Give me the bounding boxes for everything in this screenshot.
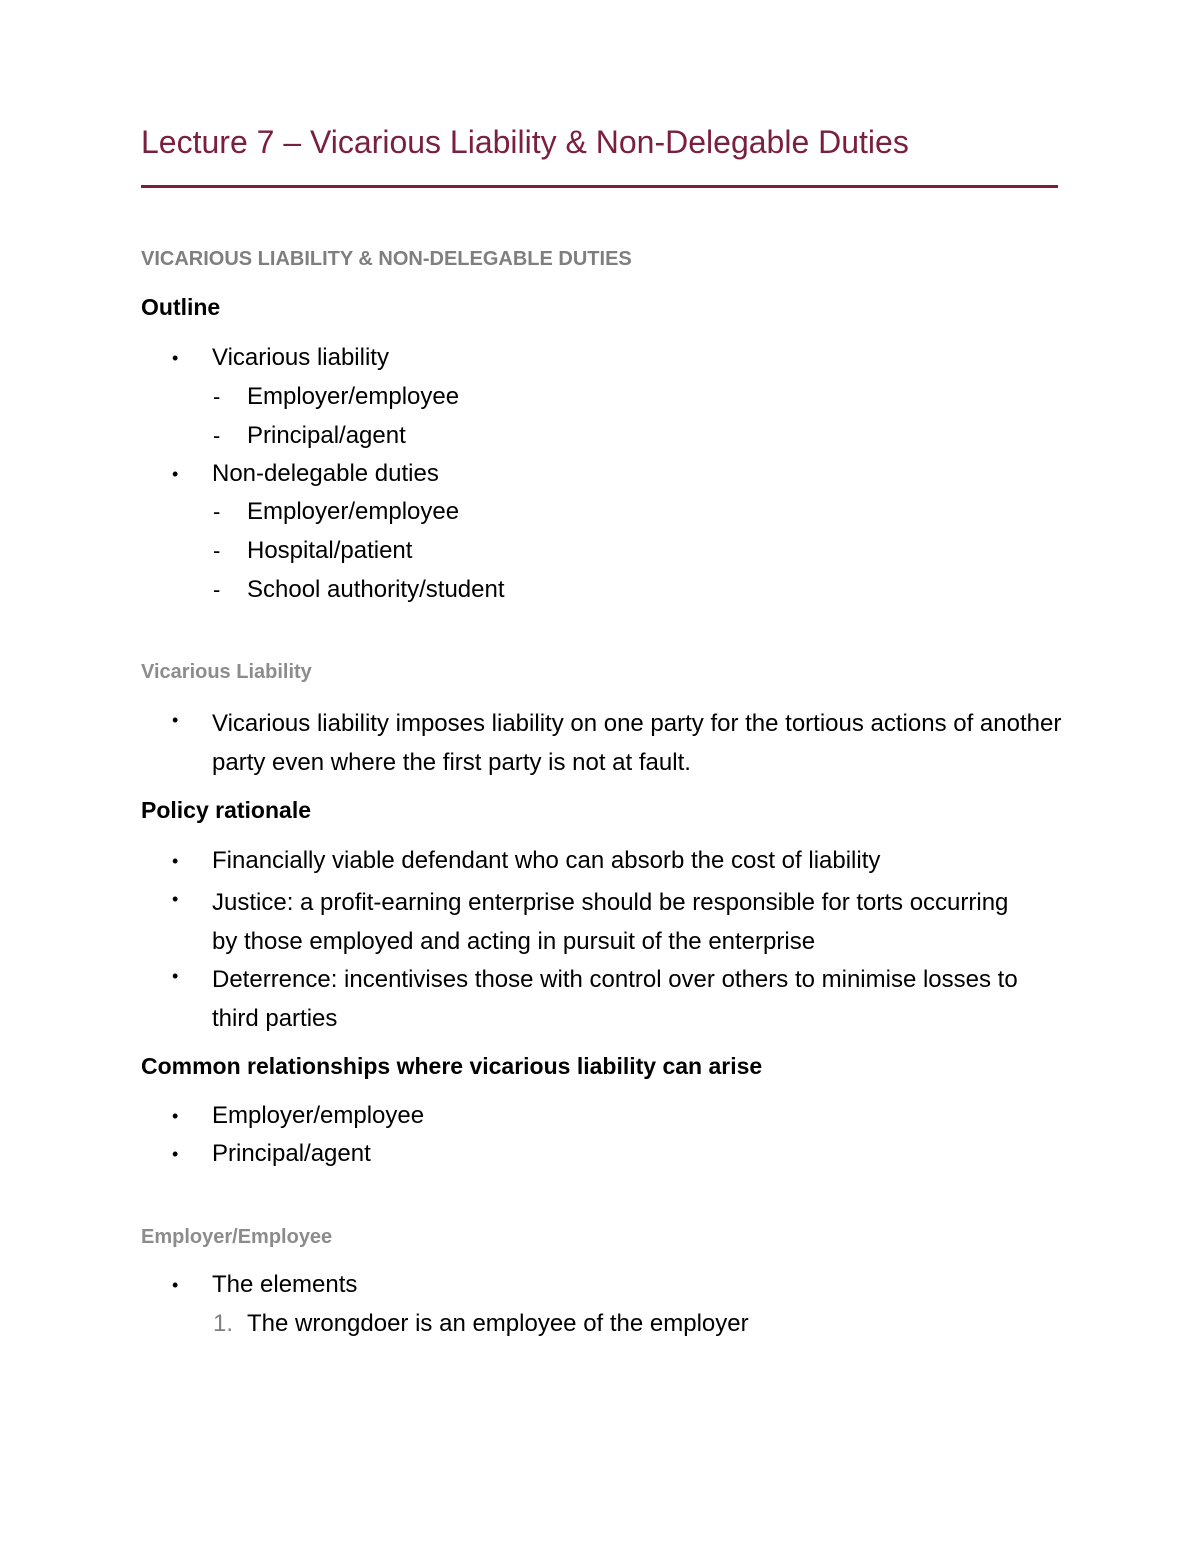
policy-rationale-heading: Policy rationale (141, 797, 312, 823)
bullet-icon: • (172, 1275, 179, 1295)
outline-subitem-label: Principal/agent (247, 422, 406, 449)
elements-item (172, 1269, 358, 1301)
elements-item-text: The elements (212, 1271, 358, 1298)
bullet-icon: • (172, 710, 179, 730)
bullet-icon: • (172, 348, 179, 368)
common-relationships-heading: Common relationships where vicarious liability can arise (141, 1053, 763, 1079)
bullet-icon: • (172, 464, 179, 484)
outline-subitem (213, 574, 505, 606)
dash-icon: - (213, 577, 221, 602)
outline-item-label: Non-delegable duties (212, 460, 439, 487)
vicarious-liability-heading: Vicarious Liability (141, 661, 312, 683)
dash-icon: - (213, 423, 221, 448)
outline-subitem-label: Employer/employee (247, 383, 460, 410)
outline-subitem-label: Hospital/patient (247, 537, 413, 564)
dash-icon: - (213, 384, 221, 409)
policy-item (172, 960, 1027, 1038)
employer-employee-heading: Employer/Employee (141, 1226, 333, 1248)
numbered-item (213, 1308, 749, 1340)
outline-subitem (213, 420, 406, 452)
bullet-icon: • (172, 1106, 179, 1126)
bullet-icon: • (172, 966, 179, 986)
dash-icon: - (213, 538, 221, 563)
policy-item (172, 883, 1027, 961)
outline-item-label: Vicarious liability (212, 344, 389, 371)
page-title: Lecture 7 – Vicarious Liability & Non-Delegable Duties (141, 124, 909, 160)
policy-item (172, 845, 1062, 877)
numbered-item-text: The wrongdoer is an employee of the employer (247, 1310, 749, 1337)
bullet-icon: • (172, 851, 179, 871)
outline-heading: Outline (141, 294, 221, 320)
outline-item (172, 458, 439, 490)
relationship-item-text: Principal/agent (212, 1140, 371, 1167)
outline-item (172, 342, 389, 374)
policy-item-text: Justice: a profit-earning enterprise should be responsible for torts occurring by those employed and acting in pursuit of the enterprise (212, 889, 1009, 955)
outline-subitem-label: Employer/employee (247, 498, 460, 525)
policy-item-text: Financially viable defendant who can absorb the cost of liability (212, 847, 881, 874)
relationship-item (172, 1100, 425, 1132)
outline-subitem (213, 496, 460, 528)
outline-subitem-label: School authority/student (247, 576, 505, 603)
bullet-icon: • (172, 1144, 179, 1164)
definition-text: Vicarious liability imposes liability on one party for the tortious actions of another party even where the first party is not at fault. (212, 710, 1062, 776)
outline-subitem (213, 381, 460, 413)
relationship-item (172, 1138, 371, 1170)
list-number: 1. (213, 1310, 234, 1337)
section-heading: VICARIOUS LIABILITY & NON-DELEGABLE DUTIES (141, 248, 632, 270)
relationship-item-text: Employer/employee (212, 1102, 425, 1129)
definition-item (172, 704, 1062, 782)
policy-item-text: Deterrence: incentivises those with control over others to minimise losses to third parties (212, 966, 1018, 1032)
bullet-icon: • (172, 889, 179, 909)
title-underline (141, 185, 1058, 188)
outline-subitem (213, 535, 413, 567)
dash-icon: - (213, 499, 221, 524)
